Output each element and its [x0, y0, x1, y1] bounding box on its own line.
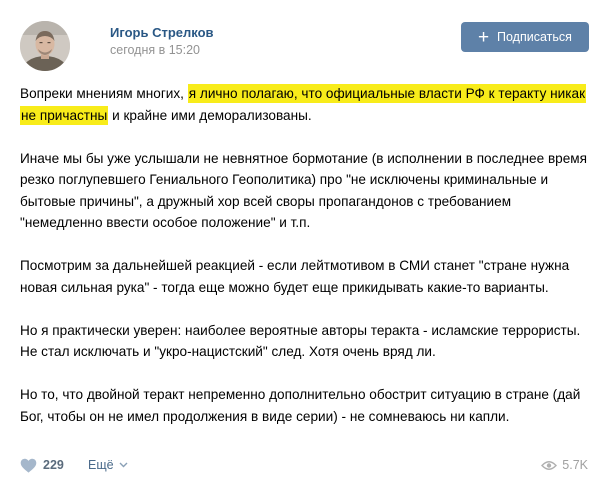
subscribe-button[interactable] [461, 22, 589, 52]
highlighted-text: я лично полагаю, что официальные власти РФ к теракту никак не причастны [21, 86, 586, 123]
avatar[interactable] [20, 21, 70, 71]
post-paragraph [20, 83, 590, 126]
view-counter [541, 458, 588, 472]
more-label: Ещё [88, 458, 114, 472]
post-text-segment: и крайне ими деморализованы. [108, 107, 312, 123]
post-text-segment: Вопреки мнениям многих, [20, 86, 188, 101]
post-text [20, 83, 590, 449]
post-paragraph: Но то, что двойной теракт непременно дополнительно обострит ситуацию в стране (дай Бог, чтобы он не имел продолжения в виде серии) - не сомневаюсь ни капли. [20, 387, 581, 424]
plus-icon: + [478, 27, 490, 48]
more-button[interactable] [88, 458, 128, 472]
post-paragraph: Посмотрим за дальнейшей реакцией - если лейтмотивом в СМИ станет "стране нужна новая сильная рука" - тогда еще можно будет еще прикидывать какие-то варианты. [20, 258, 570, 295]
avatar-photo [20, 21, 70, 71]
eye-icon [541, 460, 557, 471]
subscribe-label: Подписаться [497, 30, 572, 44]
author-name[interactable]: Игорь Стрелков [110, 25, 214, 40]
post-text-segment: Но я практически уверен: наиболее вероятные авторы теракта - исламские террористы. [20, 322, 581, 338]
post-timestamp[interactable]: сегодня в 15:20 [110, 43, 200, 57]
chevron-down-icon [119, 462, 128, 468]
post-footer [20, 455, 588, 477]
post-paragraph: Иначе мы бы уже услышали не невнятное бормотание (в исполнении в последнее время резко поглупевшего Гениального Геополитика) про "не исключены криминальные и бытовые причины", а дружный хор всей своры пропагандонов с требованием "немедленно ввести особое положение" и т.п. [20, 150, 587, 230]
like-count: 229 [43, 458, 64, 472]
heart-icon [20, 458, 37, 473]
post-text-segment: Не стал исключать и "укро-нацистский" след. Хотя очень вряд ли. [20, 344, 436, 359]
view-count: 5.7K [562, 458, 588, 472]
post-paragraph [20, 320, 590, 363]
